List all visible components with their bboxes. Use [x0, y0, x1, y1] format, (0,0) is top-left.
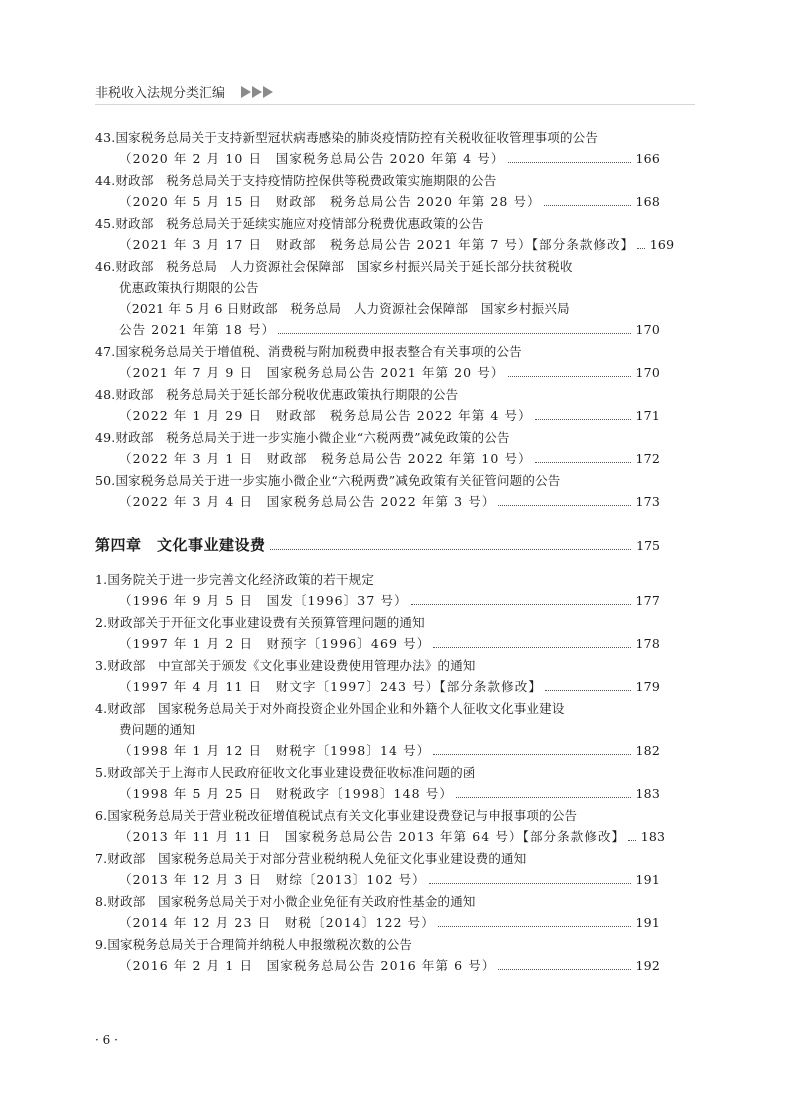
entry-title-text: 国务院关于进一步完善文化经济政策的若干规定: [107, 572, 375, 587]
document-reference: （2021 年 7 月 9 日 国家税务总局公告 2021 年第 20 号）: [119, 365, 505, 380]
entry-title-text: 财政部 国家税务总局关于对外商投资企业外国企业和外籍个人征收文化事业建设: [107, 701, 565, 716]
document-reference: （2020 年 2 月 10 日 国家税务总局公告 2020 年第 4 号）: [119, 151, 505, 166]
entry-reference: [95, 362, 660, 383]
toc-entry[interactable]: [95, 934, 660, 976]
entry-number: 47.: [95, 344, 116, 359]
toc-entry[interactable]: [95, 384, 660, 426]
page-ref-number: 192: [635, 958, 660, 973]
entry-title: [95, 470, 660, 491]
entry-title: [95, 891, 660, 912]
document-reference: （2022 年 3 月 1 日 财政部 税务总局公告 2022 年第 10 号）: [119, 451, 532, 466]
toc-entry[interactable]: [95, 470, 660, 512]
page-ref-number: 168: [635, 194, 660, 209]
page-ref-number: 177: [635, 593, 660, 608]
entries-chapter-3: [95, 127, 675, 512]
entry-title-text: 国家税务总局关于增值税、消费税与附加税费申报表整合有关事项的公告: [115, 344, 522, 359]
leader-dots: [456, 797, 631, 798]
page-ref-number: 172: [635, 451, 660, 466]
entry-title: [95, 698, 660, 719]
entry-title: [95, 934, 660, 955]
toc-entry[interactable]: [95, 213, 675, 255]
toc-entry[interactable]: [95, 655, 660, 697]
triple-arrow-icon: [241, 86, 273, 98]
leader-dots: [278, 333, 631, 334]
document-reference: （2014 年 12 月 23 日 财税〔2014〕122 号）: [119, 915, 435, 930]
entry-reference: [95, 826, 666, 847]
leader-dots: [411, 604, 631, 605]
document-reference: （2022 年 3 月 4 日 国家税务总局公告 2022 年第 3 号）: [119, 494, 496, 509]
document-reference: （2020 年 5 月 15 日 财政部 税务总局公告 2020 年第 28 号）: [119, 194, 541, 209]
document-reference: （2013 年 12 月 3 日 财综〔2013〕102 号）: [119, 872, 426, 887]
entry-number: 44.: [95, 173, 116, 188]
leader-dots: [270, 549, 631, 550]
toc-entry[interactable]: [95, 805, 666, 847]
entry-number: 1.: [95, 572, 108, 587]
entry-title-text: 财政部 税务总局 人力资源社会保障部 国家乡村振兴局关于延长部分扶贫税收: [115, 259, 573, 274]
leader-dots: [438, 926, 631, 927]
leader-dots: [535, 419, 631, 420]
page-ref-number: 191: [635, 915, 660, 930]
page-ref-number: 169: [649, 237, 675, 252]
entry-number: 45.: [95, 216, 116, 231]
entry-title-text: 财政部 中宣部关于颁发《文化事业建设费使用管理办法》的通知: [107, 658, 476, 673]
entry-title: [95, 384, 660, 405]
entry-number: 9.: [95, 937, 108, 952]
entry-reference: [95, 148, 660, 169]
chapter-heading[interactable]: [95, 534, 660, 557]
entry-title-text: 财政部 税务总局关于支持疫情防控保供等税费政策实施期限的公告: [115, 173, 497, 188]
entry-number: 6.: [95, 808, 108, 823]
entry-title: [95, 655, 660, 676]
leader-dots: [545, 690, 631, 691]
document-reference: （2016 年 2 月 1 日 国家税务总局公告 2016 年第 6 号）: [119, 958, 496, 973]
page-ref-number: 170: [635, 365, 660, 380]
entry-title: [95, 256, 660, 277]
leader-dots: [429, 883, 631, 884]
entry-title-text: 财政部 国家税务总局关于对部分营业税纳税人免征文化事业建设费的通知: [107, 851, 527, 866]
leader-dots: [535, 462, 631, 463]
page-ref-number: 183: [640, 829, 666, 844]
entry-number: 46.: [95, 259, 116, 274]
entry-number: 50.: [95, 473, 116, 488]
entry-title-text: 财政部 国家税务总局关于对小微企业免征有关政府性基金的通知: [107, 894, 476, 909]
entry-title-text: 国家税务总局关于营业税改征增值税试点有关文化事业建设费登记与申报事项的公告: [107, 808, 578, 823]
page-ref-number: 166: [635, 151, 660, 166]
leader-dots: [628, 840, 636, 841]
entries-chapter-4: [95, 569, 666, 976]
toc-entry[interactable]: [95, 612, 660, 654]
toc-entry[interactable]: [95, 569, 660, 611]
entry-title: [95, 805, 660, 826]
toc-entry[interactable]: [95, 427, 660, 469]
page-ref-number: 182: [635, 743, 660, 758]
document-reference: （1997 年 1 月 2 日 财预字〔1996〕469 号）: [119, 636, 431, 651]
entry-number: 49.: [95, 430, 116, 445]
entry-reference: [95, 319, 660, 340]
document-reference: 公告 2021 年第 18 号）: [119, 322, 276, 337]
leader-dots: [544, 205, 631, 206]
entry-title: [95, 170, 660, 191]
entry-number: 3.: [95, 658, 108, 673]
entry-reference: [95, 590, 660, 611]
entry-title-text: 国家税务总局关于支持新型冠状病毒感染的肺炎疫情防控有关税收征收管理事项的公告: [115, 130, 599, 145]
page-ref-number: 170: [635, 322, 660, 337]
entry-number: 4.: [95, 701, 108, 716]
toc-entry[interactable]: [95, 170, 660, 212]
entry-reference: [95, 405, 660, 426]
page-ref-number: 178: [635, 636, 660, 651]
entry-reference: [95, 783, 660, 804]
page-ref-number: 173: [635, 494, 660, 509]
chapter-page-number: 175: [636, 538, 660, 553]
entry-reference: [95, 676, 660, 697]
entry-number: 2.: [95, 615, 108, 630]
entry-reference: [95, 448, 660, 469]
entry-title-text: 财政部 税务总局关于延长部分税收优惠政策执行期限的公告: [115, 387, 459, 402]
leader-dots: [433, 754, 631, 755]
entry-reference: [95, 491, 660, 512]
running-header: [95, 82, 273, 101]
entry-number: 43.: [95, 130, 116, 145]
leader-dots: [508, 376, 632, 377]
entry-title-text: 财政部 税务总局关于延续实施应对疫情部分税费优惠政策的公告: [115, 216, 484, 231]
toc-entry[interactable]: [95, 698, 660, 761]
chapter-title: 第四章 文化事业建设费: [95, 536, 266, 554]
leader-dots: [637, 248, 645, 249]
entry-reference-line: （2021 年 5 月 6 日财政部 税务总局 人力资源社会保障部 国家乡村振兴局: [119, 301, 570, 316]
document-reference: （1998 年 5 月 25 日 财税政字〔1998〕148 号）: [119, 786, 453, 801]
toc-entry[interactable]: [95, 256, 660, 340]
entry-reference: [95, 912, 660, 933]
leader-dots: [508, 162, 632, 163]
entry-number: 7.: [95, 851, 108, 866]
page-ref-number: 191: [635, 872, 660, 887]
document-reference: （2022 年 1 月 29 日 财政部 税务总局公告 2022 年第 4 号）: [119, 408, 532, 423]
document-reference: （2021 年 3 月 17 日 财政部 税务总局公告 2021 年第 7 号）【部分条款修改】: [119, 237, 635, 252]
page-ref-number: 171: [635, 408, 660, 423]
entry-title-continuation: 费问题的通知: [119, 722, 196, 737]
leader-dots: [498, 969, 631, 970]
document-reference: （2013 年 11 月 11 日 国家税务总局公告 2013 年第 64 号）【部分条款修改】: [119, 829, 626, 844]
entry-reference: [95, 191, 660, 212]
toc-entry[interactable]: [95, 762, 660, 804]
table-of-contents: [95, 127, 675, 977]
entry-title-text: 财政部关于上海市人民政府征收文化事业建设费征收标准问题的函: [107, 765, 476, 780]
entry-reference: [95, 740, 660, 761]
book-title: 非税收入法规分类汇编: [95, 86, 226, 101]
entry-number: 8.: [95, 894, 108, 909]
page-number: · 6 ·: [95, 1033, 118, 1047]
leader-dots: [433, 647, 631, 648]
entry-number: 5.: [95, 765, 108, 780]
entry-reference: [95, 955, 660, 976]
toc-entry[interactable]: [95, 848, 660, 890]
toc-entry[interactable]: [95, 341, 660, 383]
page-ref-number: 179: [635, 679, 660, 694]
leader-dots: [498, 505, 631, 506]
entry-title: [95, 569, 660, 590]
entry-title: [95, 341, 660, 362]
entry-title: [95, 127, 660, 148]
entry-title: [95, 848, 660, 869]
entry-title: [95, 213, 660, 234]
entry-reference: [95, 234, 675, 255]
entry-reference: [95, 633, 660, 654]
entry-title-text: 财政部关于开征文化事业建设费有关预算管理问题的通知: [107, 615, 425, 630]
document-reference: （1998 年 1 月 12 日 财税字〔1998〕14 号）: [119, 743, 431, 758]
entry-title-text: 国家税务总局关于合理简并纳税人申报缴税次数的公告: [107, 937, 413, 952]
entry-title: [95, 762, 660, 783]
entry-title-text: 财政部 税务总局关于进一步实施小微企业“六税两费”减免政策的公告: [115, 430, 510, 445]
entry-title-text: 国家税务总局关于进一步实施小微企业“六税两费”减免政策有关征管问题的公告: [115, 473, 561, 488]
toc-entry[interactable]: [95, 127, 660, 169]
entry-title-continuation: 优惠政策执行期限的公告: [119, 280, 259, 295]
entry-reference: [95, 869, 660, 890]
entry-title: [95, 427, 660, 448]
document-reference: （1996 年 9 月 5 日 国发〔1996〕37 号）: [119, 593, 408, 608]
toc-entry[interactable]: [95, 891, 660, 933]
entry-number: 48.: [95, 387, 116, 402]
entry-title: [95, 612, 660, 633]
header-divider: [95, 104, 695, 105]
page-ref-number: 183: [635, 786, 660, 801]
document-reference: （1997 年 4 月 11 日 财文字〔1997〕243 号）【部分条款修改】: [119, 679, 542, 694]
